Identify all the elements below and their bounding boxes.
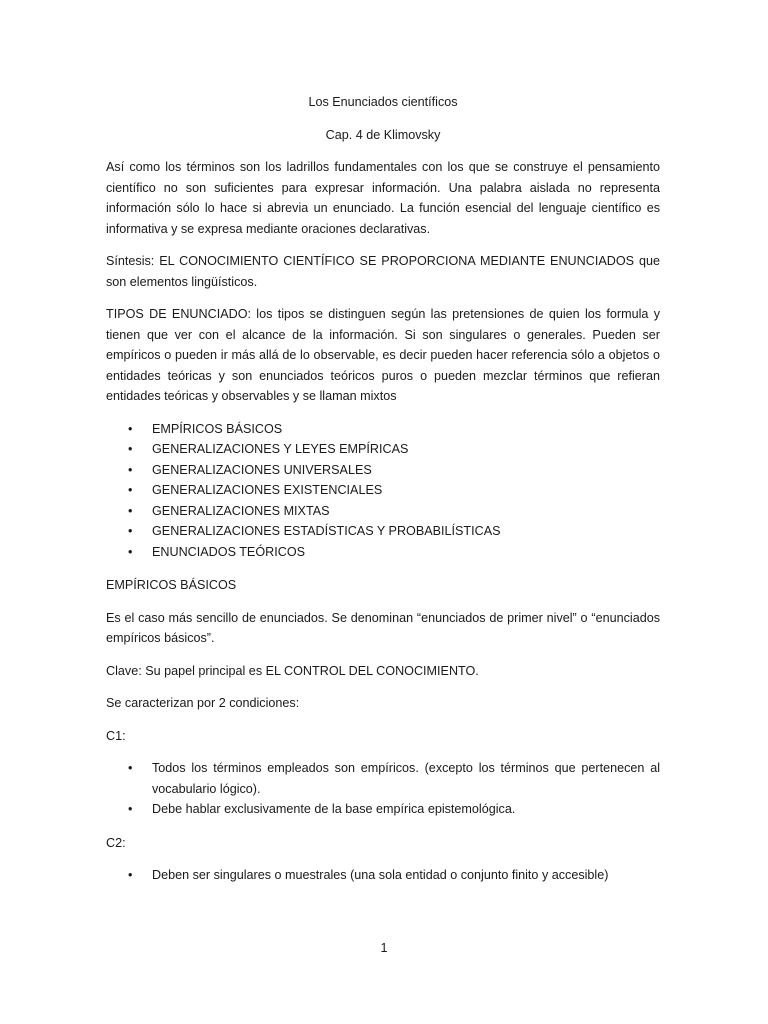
bullet-icon: •: [128, 421, 133, 436]
bullet-icon: •: [128, 462, 133, 477]
list-item: • ENUNCIADOS TEÓRICOS: [106, 542, 660, 563]
section-heading: EMPÍRICOS BÁSICOS: [106, 578, 237, 592]
list-item: • GENERALIZACIONES UNIVERSALES: [106, 460, 660, 481]
types-list: [106, 419, 660, 563]
condition-c1-label: C1:: [106, 728, 126, 743]
list-item: • Todos los términos empleados son empíricos. (excepto los términos que pertenecen al vocabulario lógico).: [106, 758, 660, 799]
list-item: • GENERALIZACIONES ESTADÍSTICAS Y PROBABILÍSTICAS: [106, 521, 660, 542]
list-item: • Deben ser singulares o muestrales (una sola entidad o conjunto finito y accesible): [106, 865, 660, 886]
bullet-icon: •: [128, 802, 133, 816]
condition-c2-label: C2:: [106, 835, 126, 850]
bullet-icon: •: [128, 524, 133, 538]
document-title: Los Enunciados científicos: [308, 95, 458, 109]
document-subtitle: Cap. 4 de Klimovsky: [325, 127, 441, 142]
bullet-icon: •: [128, 544, 133, 559]
bullet-icon: •: [128, 442, 133, 456]
document-page: [106, 92, 660, 899]
paragraph-key: Clave: Su papel principal es EL CONTROL DEL CONOCIMIENTO.: [106, 663, 479, 678]
bullet-icon: •: [128, 761, 133, 775]
list-item: • GENERALIZACIONES MIXTAS: [106, 501, 660, 522]
bullet-icon: •: [128, 483, 133, 497]
c2-list: [106, 865, 660, 886]
list-item: • GENERALIZACIONES EXISTENCIALES: [106, 480, 660, 501]
bullet-icon: •: [128, 503, 133, 518]
page-number: 1: [380, 941, 388, 955]
list-item: • Debe hablar exclusivamente de la base empírica epistemológica.: [106, 799, 660, 820]
c1-list: [106, 758, 660, 820]
list-item: • GENERALIZACIONES Y LEYES EMPÍRICAS: [106, 439, 660, 460]
bullet-icon: •: [128, 868, 133, 882]
paragraph-types: TIPOS DE ENUNCIADO: los tipos se distinguen según las pretensiones de quien los formula y tienen que ver con el alcance de la información. Si son singulares o generales. Pueden ser empíricos o pueden ir más allá de lo observable, es decir pueden hacer referencia sólo a objetos o entidades teóricas y son enunciados teóricos puros o pueden mezclar términos que refieran entidades teóricas y observables y se llaman mixtos: [106, 307, 660, 403]
paragraph-conditions: Se caracterizan por 2 condiciones:: [106, 696, 300, 710]
paragraph-synthesis: Síntesis: EL CONOCIMIENTO CIENTÍFICO SE PROPORCIONA MEDIANTE ENUNCIADOS que son elementos lingüísticos.: [106, 254, 660, 289]
list-item: • EMPÍRICOS BÁSICOS: [106, 419, 660, 440]
paragraph-simplest-case: Es el caso más sencillo de enunciados. Se denominan “enunciados de primer nivel” o “enunciados empíricos básicos”.: [106, 610, 660, 645]
paragraph-intro: Así como los términos son los ladrillos fundamentales con los que se construye el pensamiento científico no son suficientes para expresar información. Una palabra aislada no representa información sólo lo hace si abrevia un enunciado. La función esencial del lenguaje científico es informativa y se expresa mediante oraciones declarativas.: [106, 160, 660, 236]
